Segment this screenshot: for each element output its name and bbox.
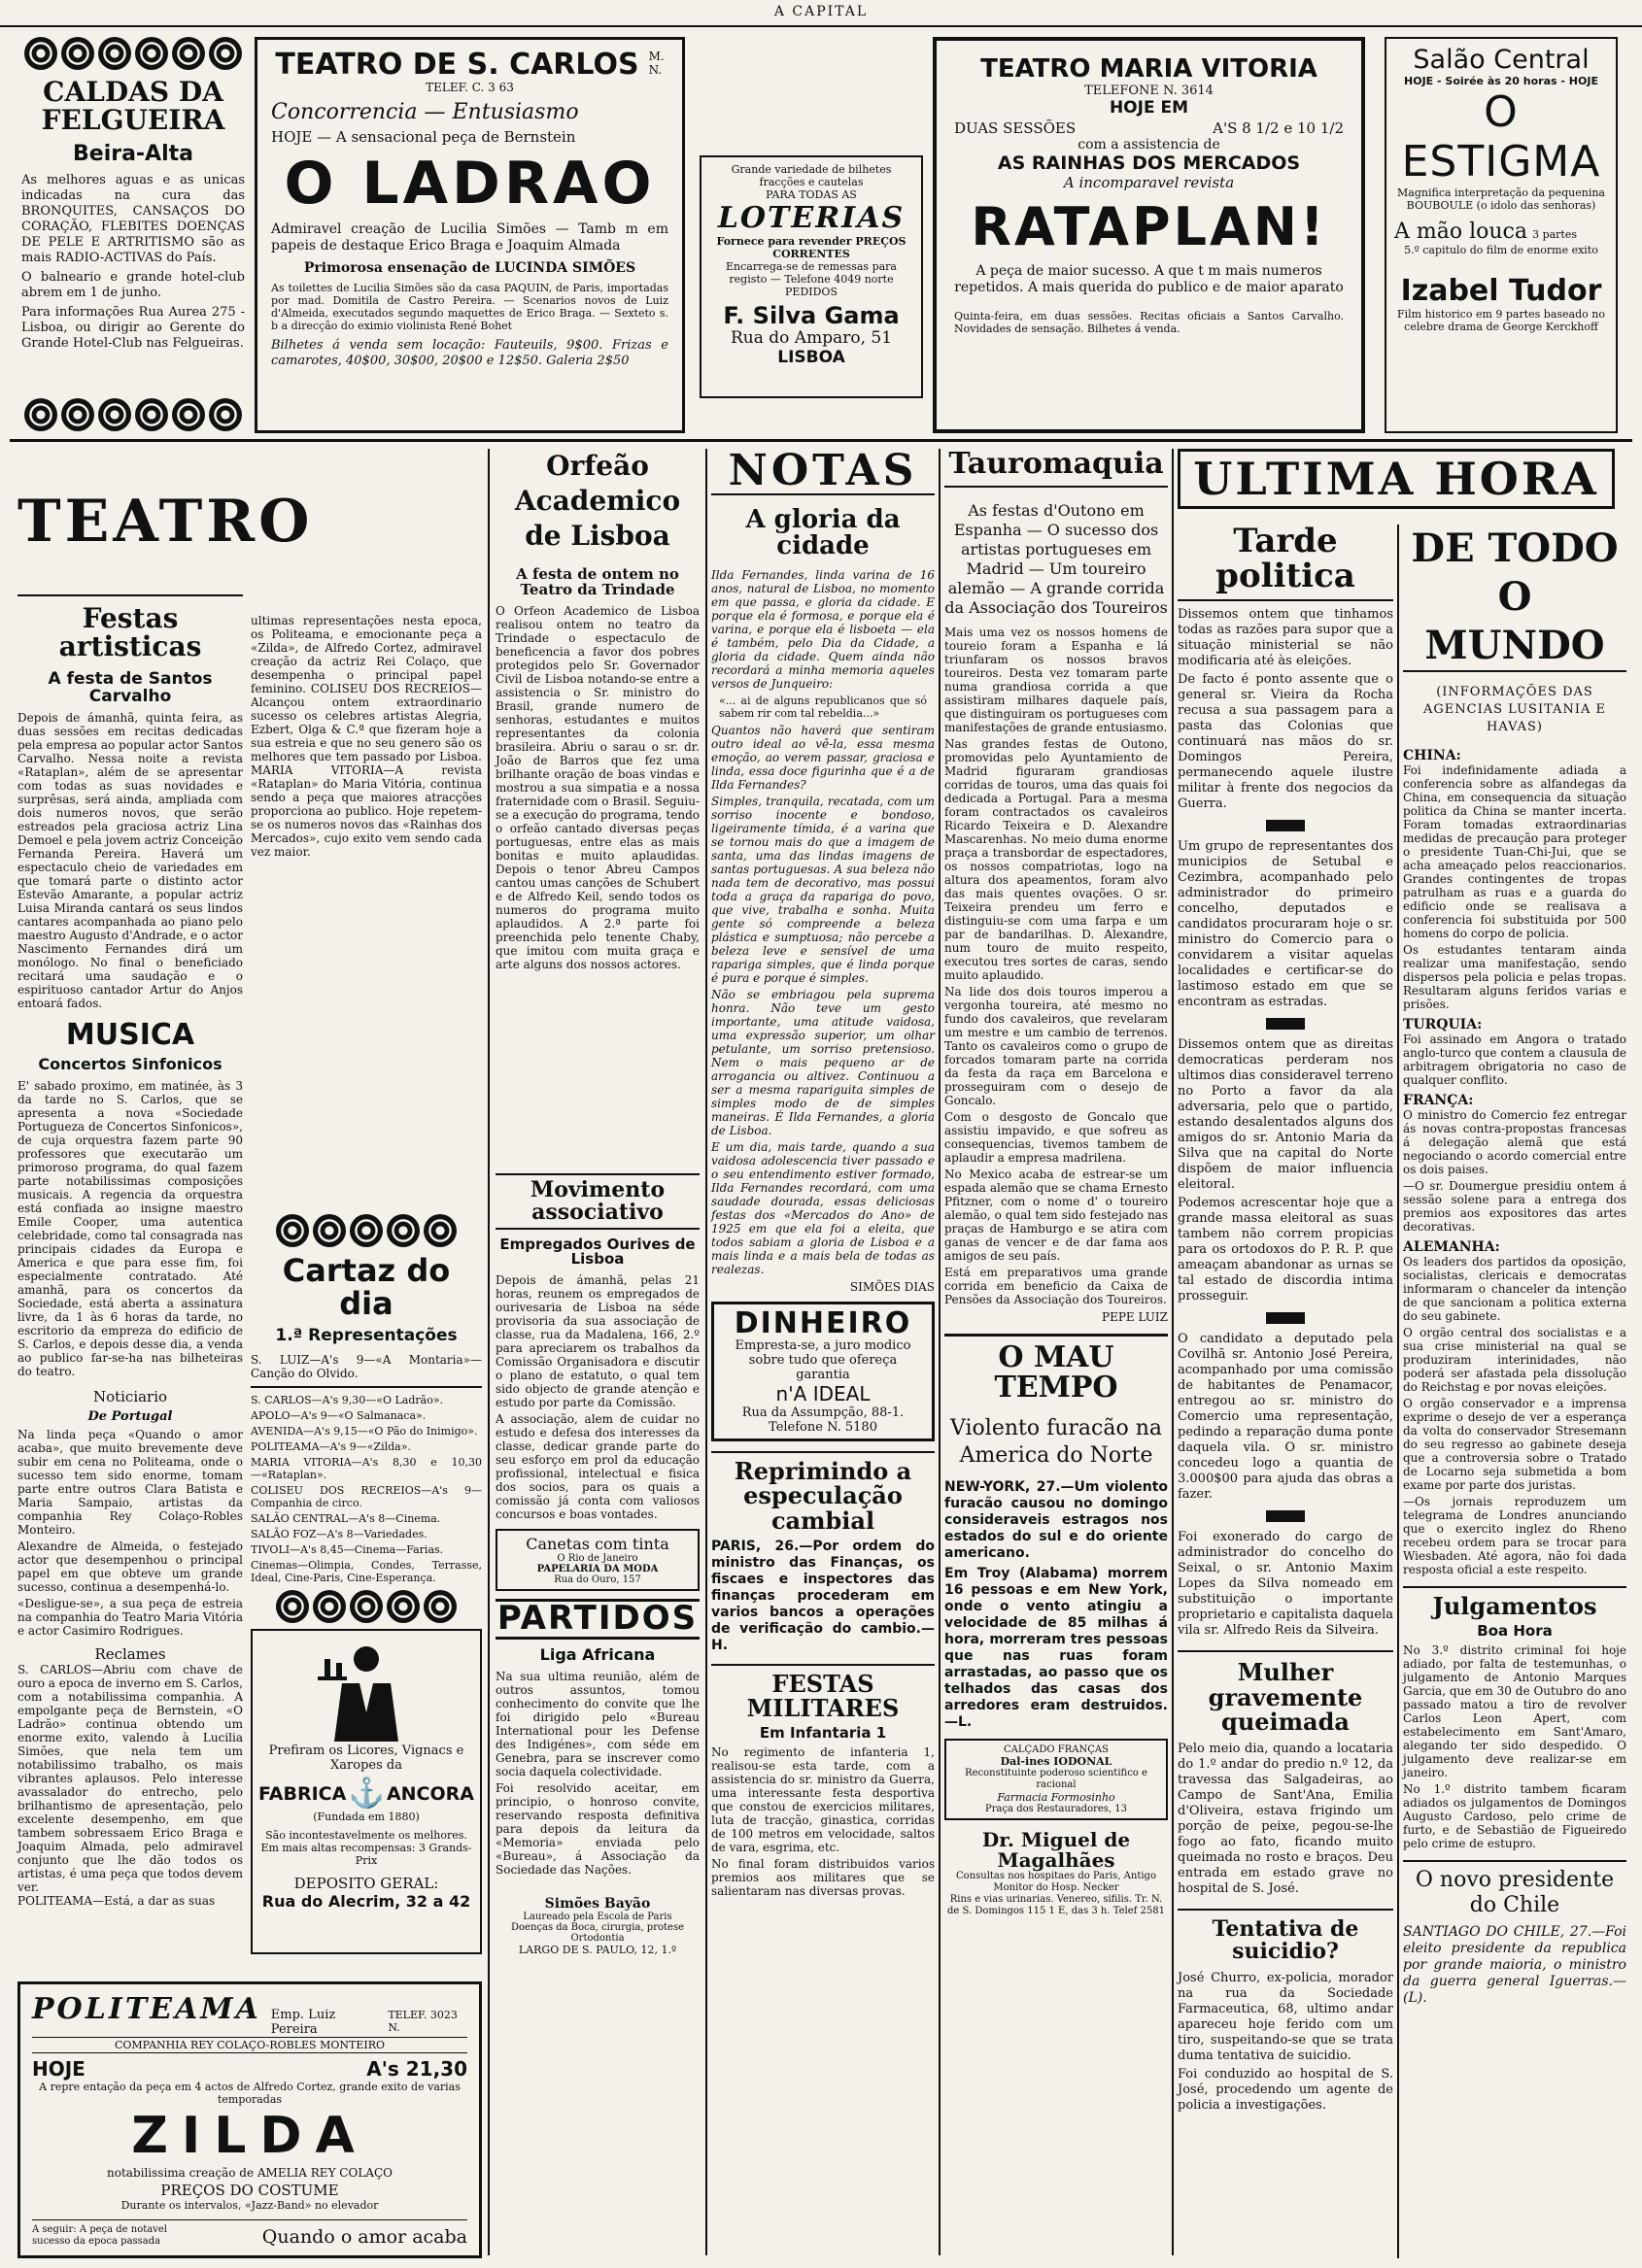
cal-l4: Praça dos Restauradores, 13 xyxy=(984,1803,1128,1814)
column-de-todo-o-mundo xyxy=(1403,525,1626,2263)
dinheiro-l2: n'A IDEAL xyxy=(775,1382,871,1406)
waiter-icon xyxy=(313,1640,420,1742)
col-divider xyxy=(705,449,707,2255)
gloria-sign: SIMÕES DIAS xyxy=(849,1279,935,1294)
ad-caldas xyxy=(21,37,245,433)
mv-title: TEATRO MARIA VITORIA xyxy=(980,54,1317,84)
deportugal: De Portugal xyxy=(87,1408,173,1424)
column-orfeao xyxy=(496,449,700,2260)
julg-body: No 3.º distrito criminal foi hoje adiado, por falta de testemunhas, o julgamento de Antonio Marques Garcia, que em 30 de Outubro do ano passado matou a tiro de revolver Carlos Leon Apert, com estabelecimento em Sant'Amaro, alegando ter sido despedido. O julgamento deve realizar-se em janeiro. xyxy=(1403,1642,1626,1779)
loterias-city: LISBOA xyxy=(777,348,845,368)
julg-title: Julgamentos xyxy=(1403,1586,1626,1618)
ad-politeama xyxy=(17,1981,482,2258)
festa-body: Depois de ámanhã, quinta feira, as duas sessões em recitas dedicadas pela empresa ao popular actor Santos Carvalho. Nessa noite a revista «Rataplan», além de se apresentar com todas as suas novidades e surprêsas, será ainda, ampliada com dois numeros novos, que serão estreados pela graciosa actriz Lina Demoel e pela jovem actriz Conceição Fernanda Pereira. Haverá um espectaculo cheio de variedades em que tomará parte o distinto actor Estevão Amarante, a popular actriz Luisa Miranda cantará os seus lindos cantares acompanhada ao piano pelo maestro Augusto d'Andrade, e o actor Nascimento Fernandes dirá um monólogo. No final o beneficiado recitará uma saudação e o espirituoso cantador Artur do Anjos entoará fados. xyxy=(17,711,243,1011)
maut-title: O MAU TEMPO xyxy=(944,1334,1168,1404)
liga-body: Na sua ultima reunião, além de outros assuntos, tomou conhecimento do convite que lhe foi dirigido pelo «Bureau International pour les Defense des Indigénes», com séde em Genebra, para se inscrever como socia daquela colectividade. xyxy=(496,1669,700,1778)
tentativa-body: José Churro, ex-policia, morador na rua da Sociedade Farmaceutica, 68, ultimo andar apareceu hoje ferido com um tiro, suspeitando-se que se trata duma tentativa de suicidio. xyxy=(1178,1971,1393,2064)
china-body: Foi indefinidamente adiada a conferencia sobre as alfandegas da China, em consequencia da situação politica da China se manter incerta. Foram tomadas extraordinarias medidas de precaução para proteger o presidente Tuan-Chi-Jui, que se acha ameaçado pelos reaccionarios. Grandes contingentes de tropas patrulham as ruas e a guarda do edificio onde se realisava a conferencia foi substituida por 500 homens do corpo de policia. xyxy=(1403,763,1626,940)
salao-film: O ESTIGMA xyxy=(1401,87,1601,186)
cartaz-item: APOLO—A's 9—«O Salmanaca». xyxy=(251,1409,427,1423)
canetas: Canetas com tinta xyxy=(526,1535,669,1554)
tauro-body4: Com o desgosto de Goncalo que assistiu impavido, e que sofreu as consequencias, tivemos tambem de aplaudir a empresa madrilena. xyxy=(944,1109,1168,1165)
cartaz-item: COLISEU DOS RECREIOS—A's 9—Companhia de circo. xyxy=(251,1484,482,1510)
politeama-comp: COMPANHIA REY COLAÇO-ROBLES MONTEIRO xyxy=(32,2037,467,2053)
mov-title: Movimento associativo xyxy=(530,1176,666,1225)
mv-hoje: HOJE EM xyxy=(1109,98,1189,118)
col-divider xyxy=(1397,525,1399,2258)
cartaz-item: Cinemas—Olimpia, Condes, Terrasse, Ideal, Cine-Paris, Cine-Esperança. xyxy=(251,1559,482,1585)
mv-desc: A peça de maior sucesso. A que t m mais numeros repetidos. A mais querida do publico e de maior aparato xyxy=(954,263,1344,295)
simoes-addr: LARGO DE S. PAULO, 12, 1.º xyxy=(518,1943,677,1956)
franca-body2: —O sr. Doumergue presidiu ontem á sessão solene para a entrega dos premios aos expositores das artes decorativas. xyxy=(1403,1179,1626,1234)
liga-sub: Liga Africana xyxy=(539,1644,656,1664)
cartaz-item: SALÃO CENTRAL—A's 8—Cinema. xyxy=(251,1512,441,1526)
loterias-title: LOTERIAS xyxy=(717,201,906,235)
fabrica-l3: ANCORA xyxy=(386,1782,474,1805)
tauro-body2: Nas grandes festas de Outono, promovidas pelo Ayuntamiento de Madrid figuraram grandiosas corridas de touros, uma das quais foi dedicada a Portugal. Para a mesma foram contractados os cavaleiros Ricardo Teixeira e D. Alexandre Mascarenhas. No meio duma enorme praça a transbordar de espectadores, os nossos compatriotas, logo na altura dos apeamentos, foram alvo das mais quentes ovações. O sr. Teixeira prendeu um ferro e distinguiu-se com uma farpa e um par de bandarilhas. D. Alexandre, num touro de muito respeito, executou tres sortes de caras, sendo muito aplaudido. xyxy=(944,736,1168,982)
salao-d4: Film historico em 9 partes baseado no celebre drama de George Kerckhoff xyxy=(1397,308,1605,333)
inf-sub: Em Infantaria 1 xyxy=(759,1724,887,1743)
cartaz-rule xyxy=(251,1386,482,1388)
tauro-sign: PEPE LUIZ xyxy=(1102,1309,1168,1324)
agencias: (INFORMAÇÕES DAS AGENCIAS LUSITANIA E HAVAS) xyxy=(1423,685,1606,734)
gloria-body: Ilda Fernandes, linda varina de 16 anos, natural de Lisboa, no momento em que passa, e gloria da cidade. E porque ela é formosa, e porque ela é varina, e porque ela é lisboeta — ela é também, pelo Dia da Cidade, a gloria da cidade. Quem ainda não recordará a minha memoria aqueles versos de Junqueiro: xyxy=(711,567,935,691)
scarlos-concorrencia: Concorrencia — Entusiasmo xyxy=(271,99,579,124)
festa-sub: A festa de Santos Carvalho xyxy=(48,668,213,706)
concertos-sub: Concertos Sinfonicos xyxy=(38,1054,222,1073)
ad-simoes-bayao xyxy=(496,1896,700,1956)
reclames-body2: POLITEAMA—Está, a dar as suas xyxy=(17,1893,216,1908)
papelaria: PAPELARIA DA MODA xyxy=(536,1564,659,1575)
china-title: CHINA: xyxy=(1403,748,1461,763)
cal-title: CALÇADO FRANÇAS xyxy=(1004,1743,1109,1755)
politeama-intervalos: Durante os intervalos, «Jazz-Band» no elevador xyxy=(120,2199,379,2212)
politeama-seguir: A seguir: A peça de notavel sucesso da epoca passada xyxy=(32,2224,167,2247)
cal-l3: Farmacia Formosinho xyxy=(997,1790,1115,1804)
simoes-l2: Doenças da Boca, cirurgia, protese xyxy=(510,1921,684,1933)
maut-body: NEW-YORK, 27.—Um violento furacão causou no domingo consideraveis estragos nos estados do sul e do oriente americano. xyxy=(944,1478,1168,1561)
alemanha-body3: O orgão conservador e a imprensa exprime o desejo de ver a esperança da volta do conservador Stresemann do seu regresso ao gabinete deseja que a controversia sobre o Tratado de Locarno seja submetida a bom exame por parte dos juristas. xyxy=(1403,1397,1626,1492)
ad-iodonal xyxy=(944,1739,1168,1820)
simoes-title: Simões Bayão xyxy=(544,1895,651,1912)
scarlos-hoje: HOJE — A sensacional peça de Bernstein xyxy=(271,127,576,146)
scarlos-mn: M. N. xyxy=(648,50,665,77)
maut-sub: Violento furacão na America do Norte xyxy=(950,1415,1162,1468)
mv-sessoes: DUAS SESSÕES xyxy=(954,119,1077,137)
tarde-body2: De facto é ponto assente que o general sr. Vieira da Rocha recusa a sua passagem para a pasta das Colonias que continuará nas mãos do sr. Domingos Pereira, permanecendo aquele ilustre militar à frente dos negocios da Guerra. xyxy=(1178,672,1393,812)
gloria-quote: «... ai de alguns republicanos que só sabem rir com tal rebeldia...» xyxy=(719,694,927,720)
reclames-title: Reclames xyxy=(94,1644,166,1663)
inf-body: No regimento de infanteria 1, realisou-se esta tarde, com a assistencia do sr. ministro da Guerra, uma interessante festa desportiva que constou de exercicios militares, luta de tracção, ginastica, corridas de 100 metros em velocidade, saltos de vara, esgrima, etc. xyxy=(711,1744,935,1854)
festas-title: Festas artisticas xyxy=(58,602,202,663)
ornament-fabrica xyxy=(251,1590,482,1623)
tarde-body4: Dissemos ontem que as direitas democraticas perderam nos ultimos dias consideravel terreno no Porto a favor da ala adversaria, pelo que o partido, estando desalentados alguns dos amigos do sr. Antonio Maria da Silva que na capital do Norte dispõem de maior influencia eleitoral. xyxy=(1178,1037,1393,1193)
divider-top xyxy=(10,439,1632,442)
separator xyxy=(1266,1312,1305,1324)
politeama-creation: notabilissima creação de AMELIA REY COLAÇO xyxy=(107,2166,393,2180)
concertos-body: E' sabado proximo, em matinée, às 3 da tarde no S. Carlos, que se apresenta a nova «Sociedade Portugueza de Concertos Sinfonicos», de cuja orquestra fazem parte 90 professores que executarão um primoroso programa, do qual fazem parte notabilissimas composições musicais. A regencia da orquestra está confiada ao insigne maestro Emile Cooper, uma autentica celebridade, como tal consagrada nas principais cidades da Europa e America e que para esse fim, foi especialmente contratado. Até amanhã, para os concertos da Sociedade, está aberta a assinatura livre, da 1 às 6 horas da tarde, no escritorio da empreza do edificio de S. Carlos, e depois desse dia, a venda ao publico far-se-ha nas bilheteiras do teatro. xyxy=(17,1078,243,1378)
column-notas xyxy=(711,446,935,2260)
china-body2: Os estudantes tentaram ainda realizar uma manifestação, sendo dispersos pela policia e pelas tropas. Resultaram alguns feridos varias e prisões. xyxy=(1403,943,1626,1011)
salao-film2: A mão louca xyxy=(1394,220,1527,244)
alemanha-body2: O orgão central dos socialistas e a sua crise ministerial na qual se produziram interinidades, não poderá ser afastada pela dissolução do Reichstag e por novas eleições. xyxy=(1403,1326,1626,1394)
ornament-cartaz xyxy=(251,1214,482,1247)
politeama-next: Quando o amor acaba xyxy=(261,2226,467,2248)
salao-d2: 3 partes xyxy=(1532,228,1578,241)
turquia-body: Foi assinado em Angora o tratado anglo-turco que contem a clausula de arbitragem obrigatoria no caso de qualquer conflito. xyxy=(1403,1032,1626,1087)
tarde-body3: Um grupo de representantes dos municipios de Setubal e Cezimbra, acompanhado pelo administrador do primeiro concelho, deputados e candidatos procuraram hoje o sr. ministro do Comercio para o convidarem a visitar aquelas localidades e certificar-se do lastimoso estado em que se encontram as estradas. xyxy=(1178,839,1393,1010)
ad-fabrica-ancora xyxy=(251,1629,482,1954)
orfeao-body: O Orfeon Academico de Lisboa realisou ontem no teatro da Trindade o espectaculo de beneficencia a favor dos pobres protegidos pelo Sr. Governador Civil de Lisboa notando-se entre a assistencia o Sr. ministro do Brasil, grande numero de senhoras, estudantes e muitos representantes da colonia brasileira. Abriu o sarau o sr. dr. João de Barros que fez uma brilhante oração de boas vindas e mostrou a sua simpatia e a nossa fraternidade com o Brasil. Seguiu-se a execução do programa, tendo o orfeão cantado diversas peças portuguesas, entre elas as mais bonitas e muito aplaudidas. Depois o tenor Abreu Campos cantou umas canções de Schubert e de Alfredo Keil, sendo todos os numeros do programa muito aplaudidos. A 2.ª parte foi preenchida pelo tenente Chaby, que imitou com muita graça e arte alguns dos nossos actores. xyxy=(496,603,700,971)
emp-body: Depois de ámanhã, pelas 21 horas, reunem os empregados de ourivesaria de Lisboa na séde provisoria da sua associação de classe, rua da Madalena, 166, 2.º para apreciarem os trabalhos da Comissão Organisadora e discutir o plano de estatuto, o qual tem sido objecto de grande atenção e estudo por parte da Comissão. xyxy=(496,1273,700,1410)
loterias-l2: PARA TODAS AS xyxy=(766,188,857,201)
papel-addr: Rua do Ouro, 157 xyxy=(554,1574,641,1586)
fabrica-fund: (Fundada em 1880) xyxy=(313,1811,420,1824)
dinheiro-l1: Empresta-se, a juro modico sobre tudo que ofereça garantia xyxy=(735,1338,911,1383)
col-divider xyxy=(1172,449,1174,2255)
loterias-l4: Encarrega-se de remessas para registo — Telefone 4049 norte PEDIDOS xyxy=(726,260,897,298)
scarlos-line1: Admiravel creação de Lucilia Simões — Tamb m em papeis de destaque Erico Braga e Joaquim Almada xyxy=(271,220,668,254)
rep-body: S. LUIZ—A's 9—«A Montaria»—Canção do Olvido. xyxy=(251,1353,482,1381)
fabrica-l1: Prefiram os Licores, Vignacs e Xaropes da xyxy=(268,1743,464,1774)
turquia-title: TURQUIA: xyxy=(1403,1017,1483,1032)
canetas2: O Rio de Janeiro xyxy=(557,1553,638,1565)
noticiario-body3: «Desligue-se», a sua peça de estreia na companhia do Teatro Maria Vitória e actor Casimiro Rodrigues. xyxy=(17,1596,243,1638)
scarlos-line4: Bilhetes á venda sem locação: Fauteuils, 9$00. Frizas e camarotes, 40$00, 30$00, 20$00 e 12$50. Galeria 2$50 xyxy=(271,337,668,368)
caldas-title: CALDAS DA FELGUEIRA xyxy=(41,76,225,137)
mv-incomp: A incomparavel revista xyxy=(1063,174,1235,191)
ad-maria-vitoria xyxy=(933,37,1365,433)
salao-film3: Izabel Tudor xyxy=(1400,274,1602,308)
gloria-body2: Quantos não haverá que sentiram outro ideal ao vê-la, essa mesma emoção, ao verem passar, graciosa e linda, essa doce figurinha que é a de Ilda Fernandes? xyxy=(711,723,935,792)
cartaz-item: MARIA VITORIA—A's 8,30 e 10,30—«Rataplan». xyxy=(251,1456,482,1482)
ad-salao-central xyxy=(1385,37,1618,433)
dr-l1: Consultas nos hospitaes do Paris, Antigo Monitor do Hosp. Necker xyxy=(956,1870,1156,1893)
scarlos-title: TEATRO DE S. CARLOS xyxy=(275,48,639,82)
loterias-l3: Fornece para revender PREÇOS CORRENTES xyxy=(716,235,907,260)
gloria-body4: Não se embriagou pela suprema honra. Não teve um gesto importante, uma atitude vaidosa, uma expressão superior, um olhar petulante, um sorriso pretensioso. Nem o mais pequeno ar de arrogancia ou altivez. Continuou a ser a mesma rapariguita simples de simples modo de de simples maneiras. É Ilda Fernandes, a gloria de Lisboa. xyxy=(711,987,935,1137)
gloria-title: A gloria da cidade xyxy=(745,505,901,561)
tarde-body: Dissemos ontem que tinhamos todas as razões para supor que a situação ministerial se não modificaria até às eleições. xyxy=(1178,607,1393,669)
loterias-l1: Grande variedade de bilhetes fracções e cautelas xyxy=(731,163,892,188)
caldas-body3: Para informações Rua Aurea 275 - Lisboa, ou dirigir ao Gerente do Grande Hotel-Club nas Felgueiras. xyxy=(21,304,245,351)
salao-title: Salão Central xyxy=(1413,45,1590,75)
separator xyxy=(1266,1018,1305,1030)
loterias-addr: Rua do Amparo, 51 xyxy=(730,328,893,349)
dinheiro-l4: Telefone N. 5180 xyxy=(769,1420,877,1436)
dr-title: Dr. Miguel de Magalhães xyxy=(981,1827,1131,1872)
reclames-body: S. CARLOS—Abriu com chave de ouro a epoca de inverno em S. Carlos, com a notabilissima companhia. A empolgante peça de Bernstein, «O Ladrão» continua obtendo um enorme exito, valendo à Lucilia Simões, que nela tem um notabilissimo trabalho, os mais vibrantes aplausos. Pelo interesse avassalador do entrecho, pelo brilhantismo de apresentação, pelo excelente desempenho, em que tambem sobressaem Erico Braga e Joaquim Almada, pelo admiravel conjunto que lhe dão todos os artistas, é uma peça que todos devem ver. xyxy=(17,1662,243,1894)
waiter-illustration xyxy=(258,1637,474,1743)
tauro-lead: As festas d'Outono em Espanha — O sucesso dos artistas portugueses em Madrid — Um toureiro alemão — A grande corrida da Associação dos Toureiros xyxy=(944,500,1168,617)
mulher-title: Mulher gravemente queimada xyxy=(1178,1650,1393,1734)
ad-loterias xyxy=(700,155,923,398)
politeama-rep: A repre entação da peça em 4 actos de Alfredo Cortez, grande exito de varias temporadas xyxy=(39,2081,461,2106)
separator xyxy=(1266,820,1305,831)
tauro-body3: Na lide dos dois touros imperou a vergonha toureira, até mesmo no fundo dos cavaleiros, que revelaram um mestre e um cambio de terrenos. Tanto os cavaleiros como o grupo de forcados tomaram parte na corrida da festa da raça em Barcelona e prosseguiram com o desejo de Goncalo. xyxy=(944,984,1168,1107)
scarlos-line2: Primorosa ensenação de LUCINDA SIMÕES xyxy=(303,259,636,276)
mv-tel: TELEFONE N. 3614 xyxy=(1084,84,1214,98)
notas-title: NOTAS xyxy=(711,449,935,495)
noticiario-title: Noticiario xyxy=(92,1387,168,1405)
tauro-body6: Está em preparativos uma grande corrida em beneficio da Caixa de Pensões da Associação dos Toureiros. xyxy=(944,1265,1168,1306)
cartaz-item: SALÃO FOZ—A's 8—Variedades. xyxy=(251,1528,428,1541)
reprimindo-title: Reprimindo a especulação cambial xyxy=(711,1451,935,1533)
politeama-hoje: HOJE xyxy=(32,2057,86,2081)
fabrica-addr: Rua do Alecrim, 32 a 42 xyxy=(261,1892,471,1912)
col2-top-body: ultimas representações nesta epoca, os Politeama, e emocionante peça a «Zilda», de Alfredo Cortez, admiravel creação da actriz Rei Colaço, que desempenha o principal papel feminino. COLISEU DOS RECREIOS—Alcançou ontem extraordinario sucesso os celebres artistas Alegria, Ezbert, Olga & C.ª que fizeram hoje a sua estreia e que no seu genero são os melhores que tem passado por Lisboa. MARIA VITORIA—A revista «Rataplan» do Maria Vitória, continua sendo a peça que maiores atracções proporciona ao publico. Hoje repetem-se os numeros novos das «Rainhas dos Mercados», cujo exito vem sendo cada vez maior. xyxy=(251,614,482,859)
cartaz-item: POLITEAMA—A's 9—«Zilda». xyxy=(251,1440,411,1454)
politeama-precos: PREÇOS DO COSTUME xyxy=(160,2182,339,2199)
loterias-name: F. Silva Gama xyxy=(723,302,900,329)
teatro-banner: TEATRO xyxy=(17,449,243,596)
cartaz-item: TIVOLI—A's 8,45—Cinema—Farias. xyxy=(251,1543,444,1557)
ultima-title: ULTIMA HORA xyxy=(1178,449,1615,509)
anchor-icon: ⚓ xyxy=(348,1777,385,1811)
header-title: A CAPITAL xyxy=(773,4,869,19)
gloria-body5: E um dia, mais tarde, quando a sua vaidosa adolescencia tiver passado e o seu entendimento estiver formado, Ilda Fernandes recordará, com uma saudade dourada, essas deliciosas festas dos «Mercados do Ano» de 1925 em que ela foi a eleita, que todos sabiam a gloria de Lisboa e a mais linda e a mais bela de todas as realezas. xyxy=(711,1139,935,1276)
separator xyxy=(1266,1510,1305,1522)
gloria-body3: Simples, tranquila, recatada, com um sorriso inocente e bondoso, ligeiramente tímida, é a varina que se tornou mais do que a imagem de santa, uma das lindas imagens de santas portuguesas. A sua beleza não nada tem de decorativo, mas possui toda a graça da rapariga do povo, que vive, trabalha e sonha. Muita gente só compreende a beleza plástica e sumptuosa; não percebe a beleza leve e sensível de uma rapariga simples, que é linda porque é pura e porque é simples. xyxy=(711,794,935,985)
politeama-hora: A's 21,30 xyxy=(366,2057,467,2081)
salao-d1: Magnifica interpretação da pequenina BOUBOULE (o idolo das senhoras) xyxy=(1397,186,1605,212)
politeama-emp: Emp. Luiz Pereira xyxy=(270,2008,336,2037)
fabrica-l2: FABRICA xyxy=(258,1782,347,1805)
tauro-body: Mais uma vez os nossos homens de toureio foram a Espanha e lá triunfaram os nossos bravos toureiros. Desta vez tomaram parte numa grandiosa corrida a que assistiram milhares daquele país, que distinguiram os portugueses com manifestações de grande entusiasmo. xyxy=(944,625,1168,734)
tentativa-title: Tentativa de suicidio? xyxy=(1178,1909,1393,1963)
col-divider xyxy=(939,449,941,2255)
partidos-title: PARTIDOS xyxy=(496,1599,699,1639)
musica-title: MUSICA xyxy=(65,1018,195,1053)
mv-horas: A'S 8 1/2 e 10 1/2 xyxy=(1213,119,1344,137)
festas-militares-title: FESTAS MILITARES xyxy=(711,1664,935,1720)
tarde-body7: Foi exonerado do cargo de administrador do concelho do Seixal, o sr. Antonio Maxim Lopes da Silva nomeado em substituição o importante proprietario e capitalista daquela vila sr. Alfredo Reis da Silveira. xyxy=(1178,1530,1393,1639)
salao-hoje: HOJE - Soirée às 20 horas - HOJE xyxy=(1404,75,1598,87)
mv-show: RATAPLAN! xyxy=(971,196,1327,257)
noticiario-body: Na linda peça «Quando o amor acaba», que muito brevemente deve subir em cena no Politeama, onde o sucesso tem sido enorme, tomam parte entre outros Clara Batista e Maria Sampaio, artistas da companhia Rey Colaço-Robles Monteiro. xyxy=(17,1427,243,1537)
tentativa-body2: Foi conduzido ao hospital de S. José, procedendo um agente de policia a investigações. xyxy=(1178,2067,1393,2114)
ultima-hora-banner xyxy=(1178,449,1615,517)
caldas-subtitle: Beira-Alta xyxy=(73,141,193,166)
cartaz-item: AVENIDA—A's 9,15—«O Pão do Inimigo». xyxy=(251,1425,478,1439)
franca-body: O ministro do Comercio fez entregar ás novas contra-propostas francesas á delegação alemã que está negociando o acordo comercial entre os dois paises. xyxy=(1403,1108,1626,1176)
page-header xyxy=(0,0,1642,27)
tarde-body6: O candidato a deputado pela Covilhã sr. Antonio José Pereira, acompanhado por uma comissão de habitantes de Penamacor, entregou ao sr. ministro do Comercio uma representação, pedindo a reparação duma ponte daquela vila. O sr. ministro concedeu logo a quantia de 3.000$00 para ajuda das obras a fazer. xyxy=(1178,1332,1393,1503)
tauro-body5: No Mexico acaba de estrear-se um espada alemão que se chama Ernesto Pfitzner, com o nome d' o toureiro alemão, o qual tem sido festejado nas praças de Hamburgo e se atira com ganas de vencer e de dar fama aos amigos de seu país. xyxy=(944,1167,1168,1263)
salao-d3: 5.º capitulo do film de enorme exito xyxy=(1404,244,1598,256)
politeama-play: ZILDA xyxy=(131,2107,368,2165)
scarlos-play: O LADRAO xyxy=(284,149,656,218)
tarde-title: Tarde politica xyxy=(1215,522,1355,595)
emp-sub: Empregados Ourives de Lisboa xyxy=(499,1235,696,1269)
tarde-body5: Podemos acrescentar hoje que a grande massa eleitoral as suas tambem não correm propicias para os ortodoxos do P. R. P. que ameaçam abandonar as urnas se tal estado de discordia intima prosseguir. xyxy=(1178,1196,1393,1304)
cartaz-item: S. CARLOS—A's 9,30—«O Ladrão». xyxy=(251,1394,444,1407)
ad-teatro-scarlos xyxy=(255,37,685,433)
reprimindo-body: PARIS, 26.—Por ordem do ministro das Finanças, os fiscaes e inspectores das finanças procederam em varios bancos a operações de verificação do cambio.—H. xyxy=(711,1538,935,1653)
alemanha-title: ALEMANHA: xyxy=(1403,1239,1500,1255)
dinheiro-title: DINHEIRO xyxy=(734,1305,912,1340)
column-tauromaquia xyxy=(944,449,1168,2260)
mv-rainhas: AS RAINHAS DOS MERCADOS xyxy=(997,152,1301,174)
liga-body2: Foi resolvido aceitar, em principio, o honroso convite, reservando resposta definitiva para depois da leitura da «Memoria» enviada pelo «Bureau», á Associação da Sociedade das Nações. xyxy=(496,1780,700,1877)
column-cartaz xyxy=(251,449,482,1964)
fabrica-l4: São incontestavelmente os melhores. xyxy=(265,1829,467,1843)
ad-dinheiro xyxy=(711,1302,935,1442)
julg-body2: No 1.º distrito tambem ficaram adiados os julgamentos de Domingos Augusto Cardoso, pelo crime de furto, e de Sebastião de Figueiredo pelo crime de estupro. xyxy=(1403,1781,1626,1850)
dr-l2: Rins e vias urinarias. Venereo, sifilis. Tr. N. de S. Domingos 115 1 E, das 3 h. Telef 2581 xyxy=(947,1893,1165,1916)
scarlos-tel: TELEF. C. 3 63 xyxy=(426,80,514,94)
dinheiro-l3: Rua da Assumpção, 88-1. xyxy=(741,1405,905,1421)
col-divider xyxy=(488,449,490,2255)
cartaz-title: Cartaz do dia xyxy=(282,1252,451,1322)
cartaz-list xyxy=(251,1394,482,1584)
inf-body2: No final foram distribuidos varios premios aos militares que se salientaram nas diversas provas. xyxy=(711,1856,935,1898)
noticiario-body2: Alexandre de Almeida, o festejado actor que desempenhou o principal papel em que obteve um grande sucesso, continua a desempenhá-lo. xyxy=(17,1539,243,1594)
ad-canetas xyxy=(496,1529,700,1591)
tauro-title: Tauromaquia xyxy=(944,449,1168,488)
chile-body: SANTIAGO DO CHILE, 27.—Foi eleito presidente da republica por grande maioria, o ministro da guerra general Iguerras.—(L). xyxy=(1403,1923,1626,2006)
chile-title: O novo presidente do Chile xyxy=(1403,1860,1626,1918)
mulher-body: Pelo meio dia, quando a locataria do 1.º andar do predio n.º 12, da travessa das Salgadeiras, ao Campo de Sant'Ana, Emilia d'Oliveira, estava frigindo um porção de peixe, pegou-se-lhe fogo ao fato, ficando muito queimada no rosto e braços. Deu entrada em estado grave no hospital de S. José. xyxy=(1178,1741,1393,1896)
fabrica-dep: DEPOSITO GERAL: xyxy=(293,1875,439,1893)
boahora-sub: Boa Hora xyxy=(1477,1622,1553,1641)
detodo-title: DE TODO O MUNDO xyxy=(1403,525,1626,672)
mv-foot: Quinta-feira, em duas sessões. Recitas oficiais a Santos Carvalho. Novidades de sensação. Bilhetes á venda. xyxy=(954,310,1344,335)
mv-assist: com a assistencia de xyxy=(1078,137,1220,152)
simoes-l3: Ortodontia xyxy=(570,1932,625,1944)
caldas-body: As melhores aguas e as unicas indicadas na cura das BRONQUITES, CANSAÇOS DO CORAÇÃO, FLEBITES DOENÇAS DE PELE E ARTRITISMO são as mais RADIO-ACTIVAS do País. xyxy=(21,172,245,265)
scarlos-line3: As toilettes de Lucilia Simões são da casa PAQUIN, de Paris, importadas por mad. Domitila de Castro Pereira. — Scenarios novos de Luiz d'Almeida, executados segundo maquettes de Erico Braga. — Sexteto s. b a direcção do eximio violinista René Bohet xyxy=(271,281,668,332)
emp-body2: A associação, alem de cuidar no estudo e defesa dos interesses da classe, dedicar grande parte do seu esforço em prol da educação profissional, intelectual e fisica dos socios, para os quais a comissão já conta com valiosos concursos e boas vontades. xyxy=(496,1412,700,1522)
ornament-bottom xyxy=(21,398,245,431)
alemanha-body4: —Os jornais reproduzem um telegrama de Londres anunciando que o exercito inglez do Rheno recebeu ordem para se trocar para Wiesbaden. Até agora, não foi dada resposta oficial a este respeito. xyxy=(1403,1495,1626,1576)
fabrica-l5: Em mais altas recompensas: 3 Grands-Prix xyxy=(260,1842,472,1868)
rep-title: 1.ª Representações xyxy=(275,1326,458,1346)
caldas-body2: O balneario e grande hotel-club abrem em 1 de junho. xyxy=(21,269,245,300)
orfeao-sub: A festa de ontem no Teatro da Trindade xyxy=(516,565,679,598)
maut-body2: Em Troy (Alabama) morrem 16 pessoas e em New York, onde o vento atingiu a velocidade de 85 milhas á hora, morreram tres pessoas que nas ruas foram arrastadas, ao passo que os telhados das casas dos arredores eram destruidos.—L. xyxy=(944,1565,1168,1730)
ornament-top xyxy=(21,37,245,70)
politeama-tel: TELEF. 3023 N. xyxy=(388,2009,458,2034)
cal-l2: Reconstituinte poderoso scientifico e racional xyxy=(965,1767,1147,1790)
politeama-title: POLITEAMA xyxy=(32,1992,261,2026)
alemanha-body: Os leaders dos partidos da oposição, socialistas, clericais e democratas informaram o chanceler da intenção de que sancionam a politica externa do seu gabinete. xyxy=(1403,1255,1626,1323)
simoes-l1: Laureado pela Escola de Paris xyxy=(523,1911,672,1922)
franca-title: FRANÇA: xyxy=(1403,1093,1474,1108)
orfeao-title: Orfeão Academico de Lisboa xyxy=(514,450,681,552)
cal-l1: Dal-ines IODONAL xyxy=(1000,1754,1112,1768)
